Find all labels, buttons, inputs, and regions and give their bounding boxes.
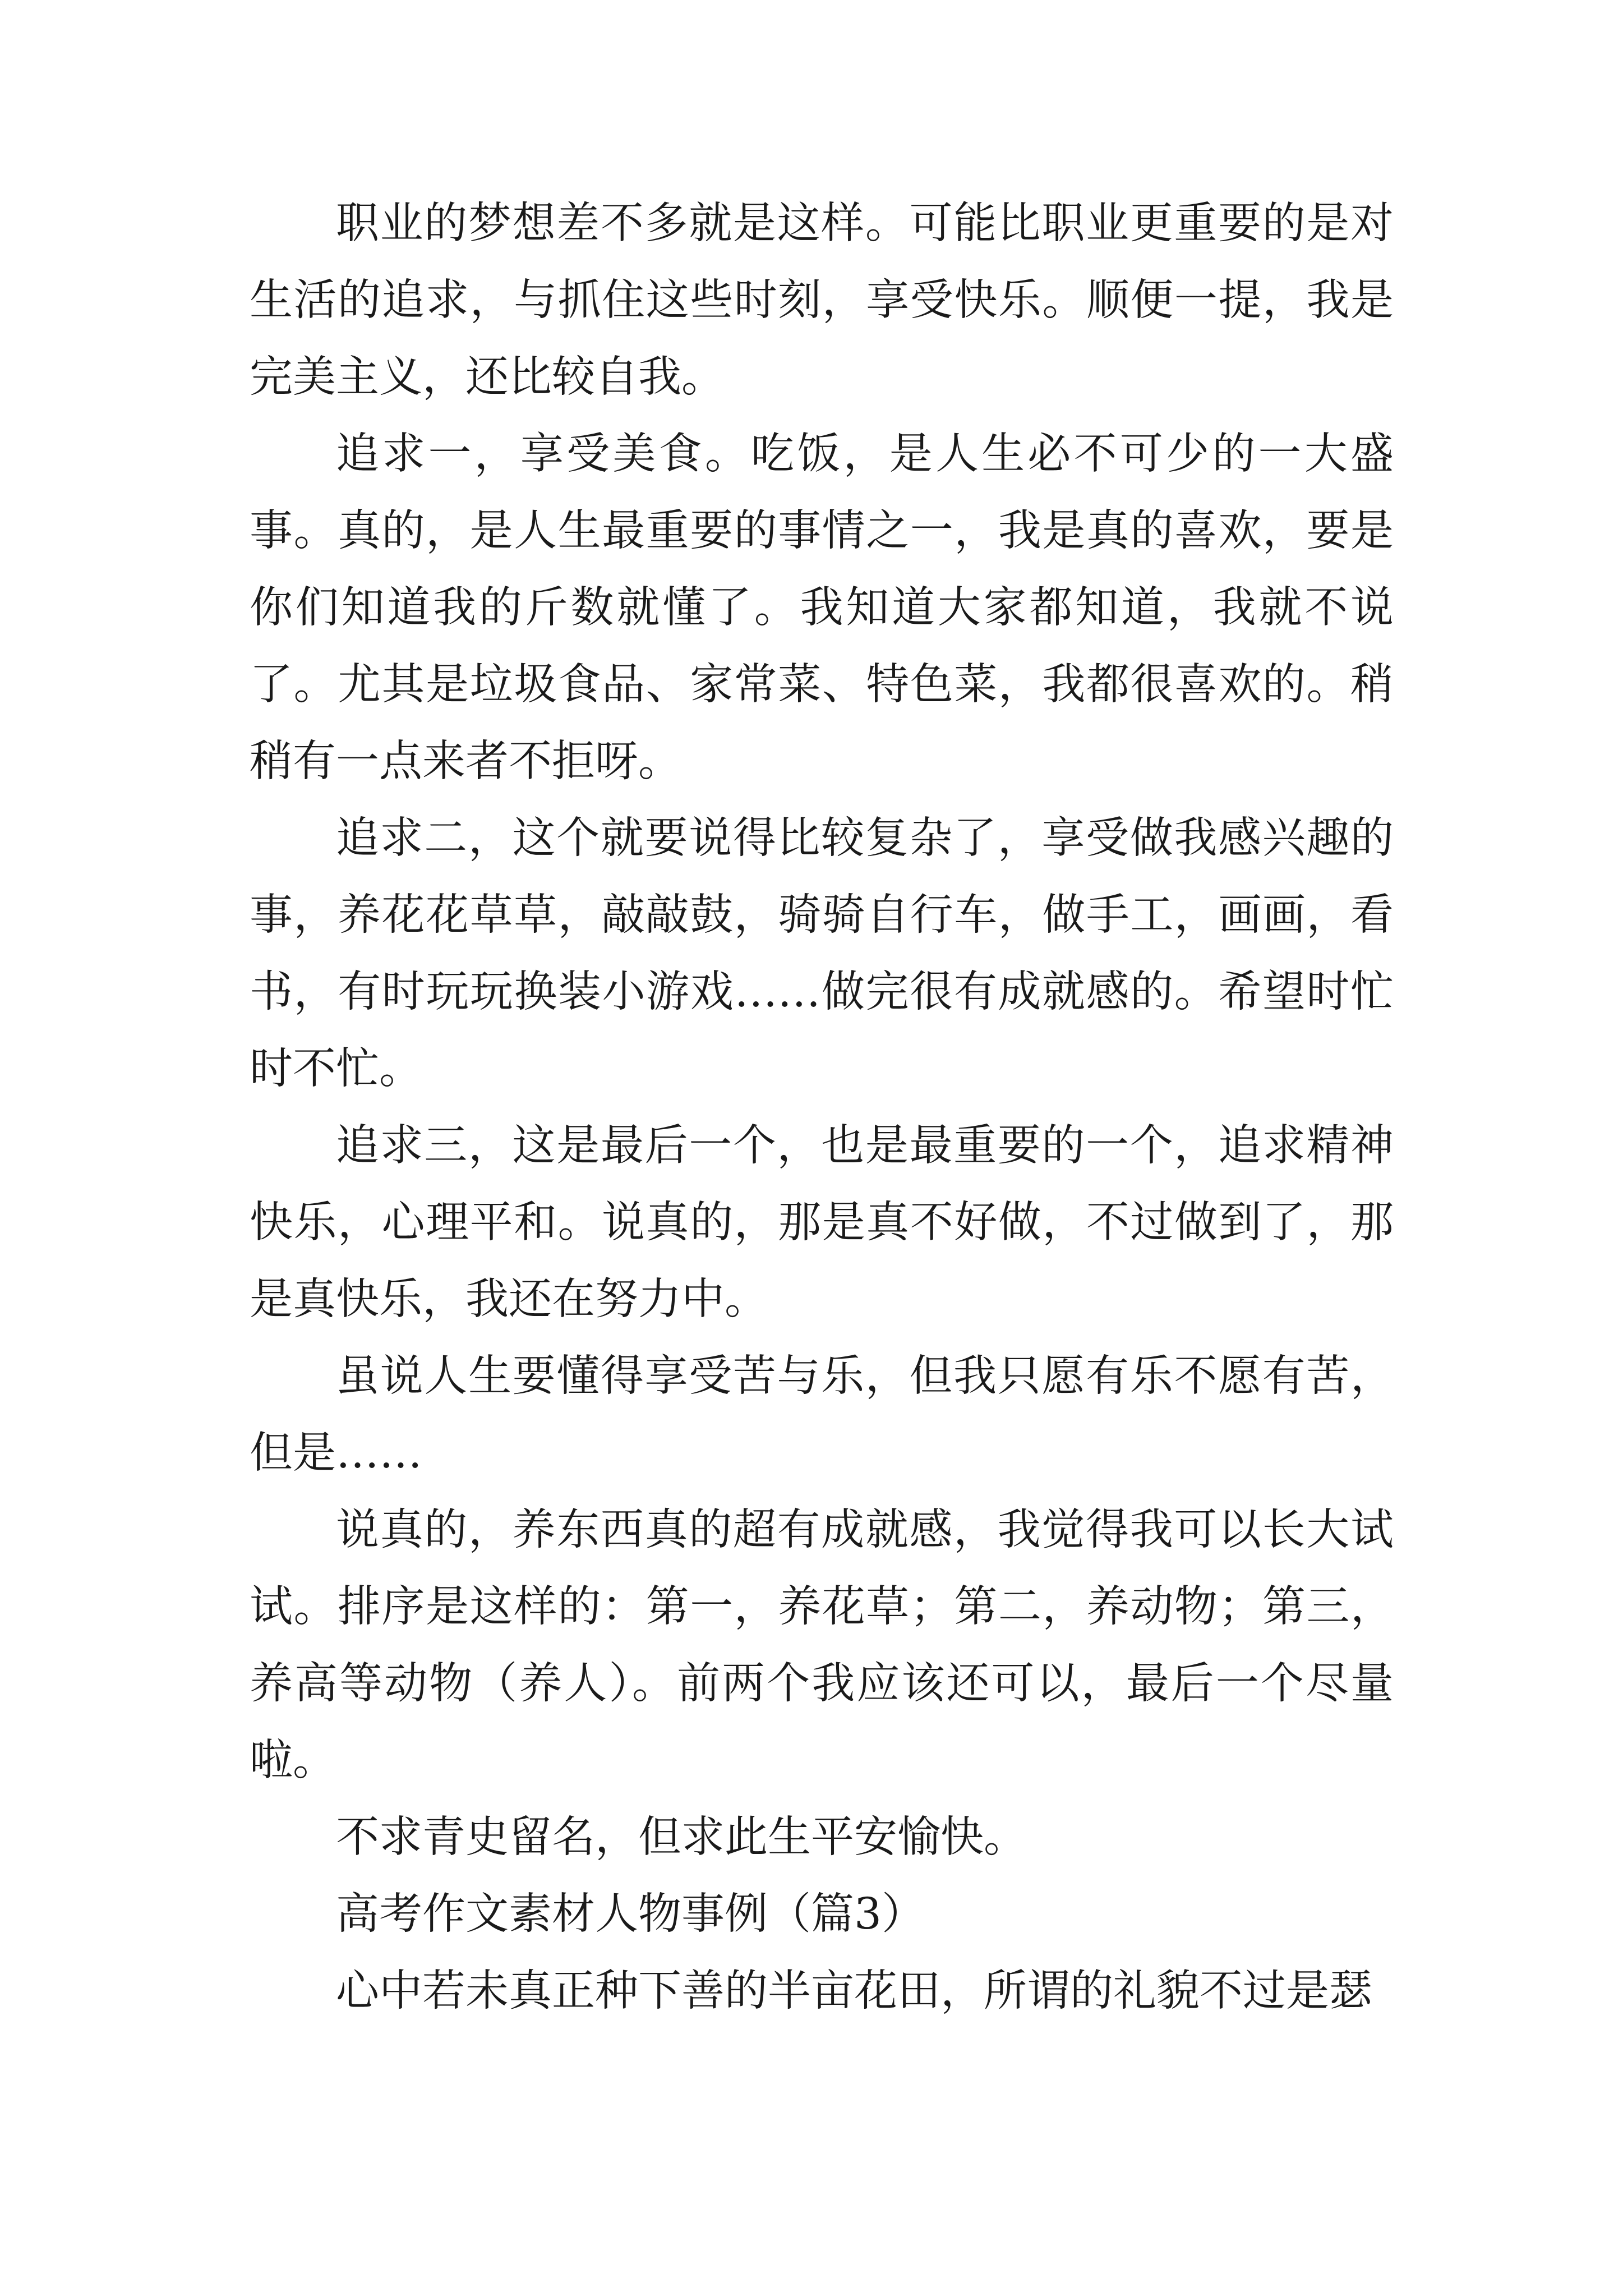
document-body: [250, 185, 1394, 2030]
paragraph-wish: 不求青史留名，但求此生平安愉快。: [336, 1812, 1027, 1862]
paragraph-pursuit-three: 追求三，这是最后一个，也是最重要的一个，追求精神快乐，心理平和。说真的，那是真不好做，不过做到了，那是真快乐，我还在努力中。: [250, 1121, 1394, 1324]
paragraph-raising-things: 说真的，养东西真的超有成就感，我觉得我可以长大试试。排序是这样的：第一，养花草；第二，养动物；第三，养高等动物（养人）。前两个我应该还可以，最后一个尽量啦。: [250, 1505, 1394, 1786]
paragraph-pursuit-one: 追求一，享受美食。吃饭，是人生必不可少的一大盛事。真的，是人生最重要的事情之一，我是真的喜欢，要是你们知道我的斤数就懂了。我知道大家都知道，我就不说了。尤其是垃圾食品、家常菜、特色菜，我都很喜欢的。稍稍有一点来者不拒呀。: [250, 429, 1394, 786]
paragraph-kindness: 心中若未真正种下善的半亩花田，所谓的礼貌不过是瑟: [336, 1966, 1372, 2016]
paragraph-career-dream: 职业的梦想差不多就是这样。可能比职业更重要的是对生活的追求，与抓住这些时刻，享受快乐。顺便一提，我是完美主义，还比较自我。: [250, 199, 1394, 402]
section-heading: 高考作文素材人物事例（篇3）: [336, 1889, 925, 1939]
paragraph-bitter-and-joy: 虽说人生要懂得享受苦与乐，但我只愿有乐不愿有苦，但是……: [250, 1351, 1394, 1478]
paragraph-pursuit-two: 追求二，这个就要说得比较复杂了，享受做我感兴趣的事，养花花草草，敲敲鼓，骑骑自行车，做手工，画画，看书，有时玩玩换装小游戏……做完很有成就感的。希望时忙时不忙。: [250, 813, 1394, 1094]
